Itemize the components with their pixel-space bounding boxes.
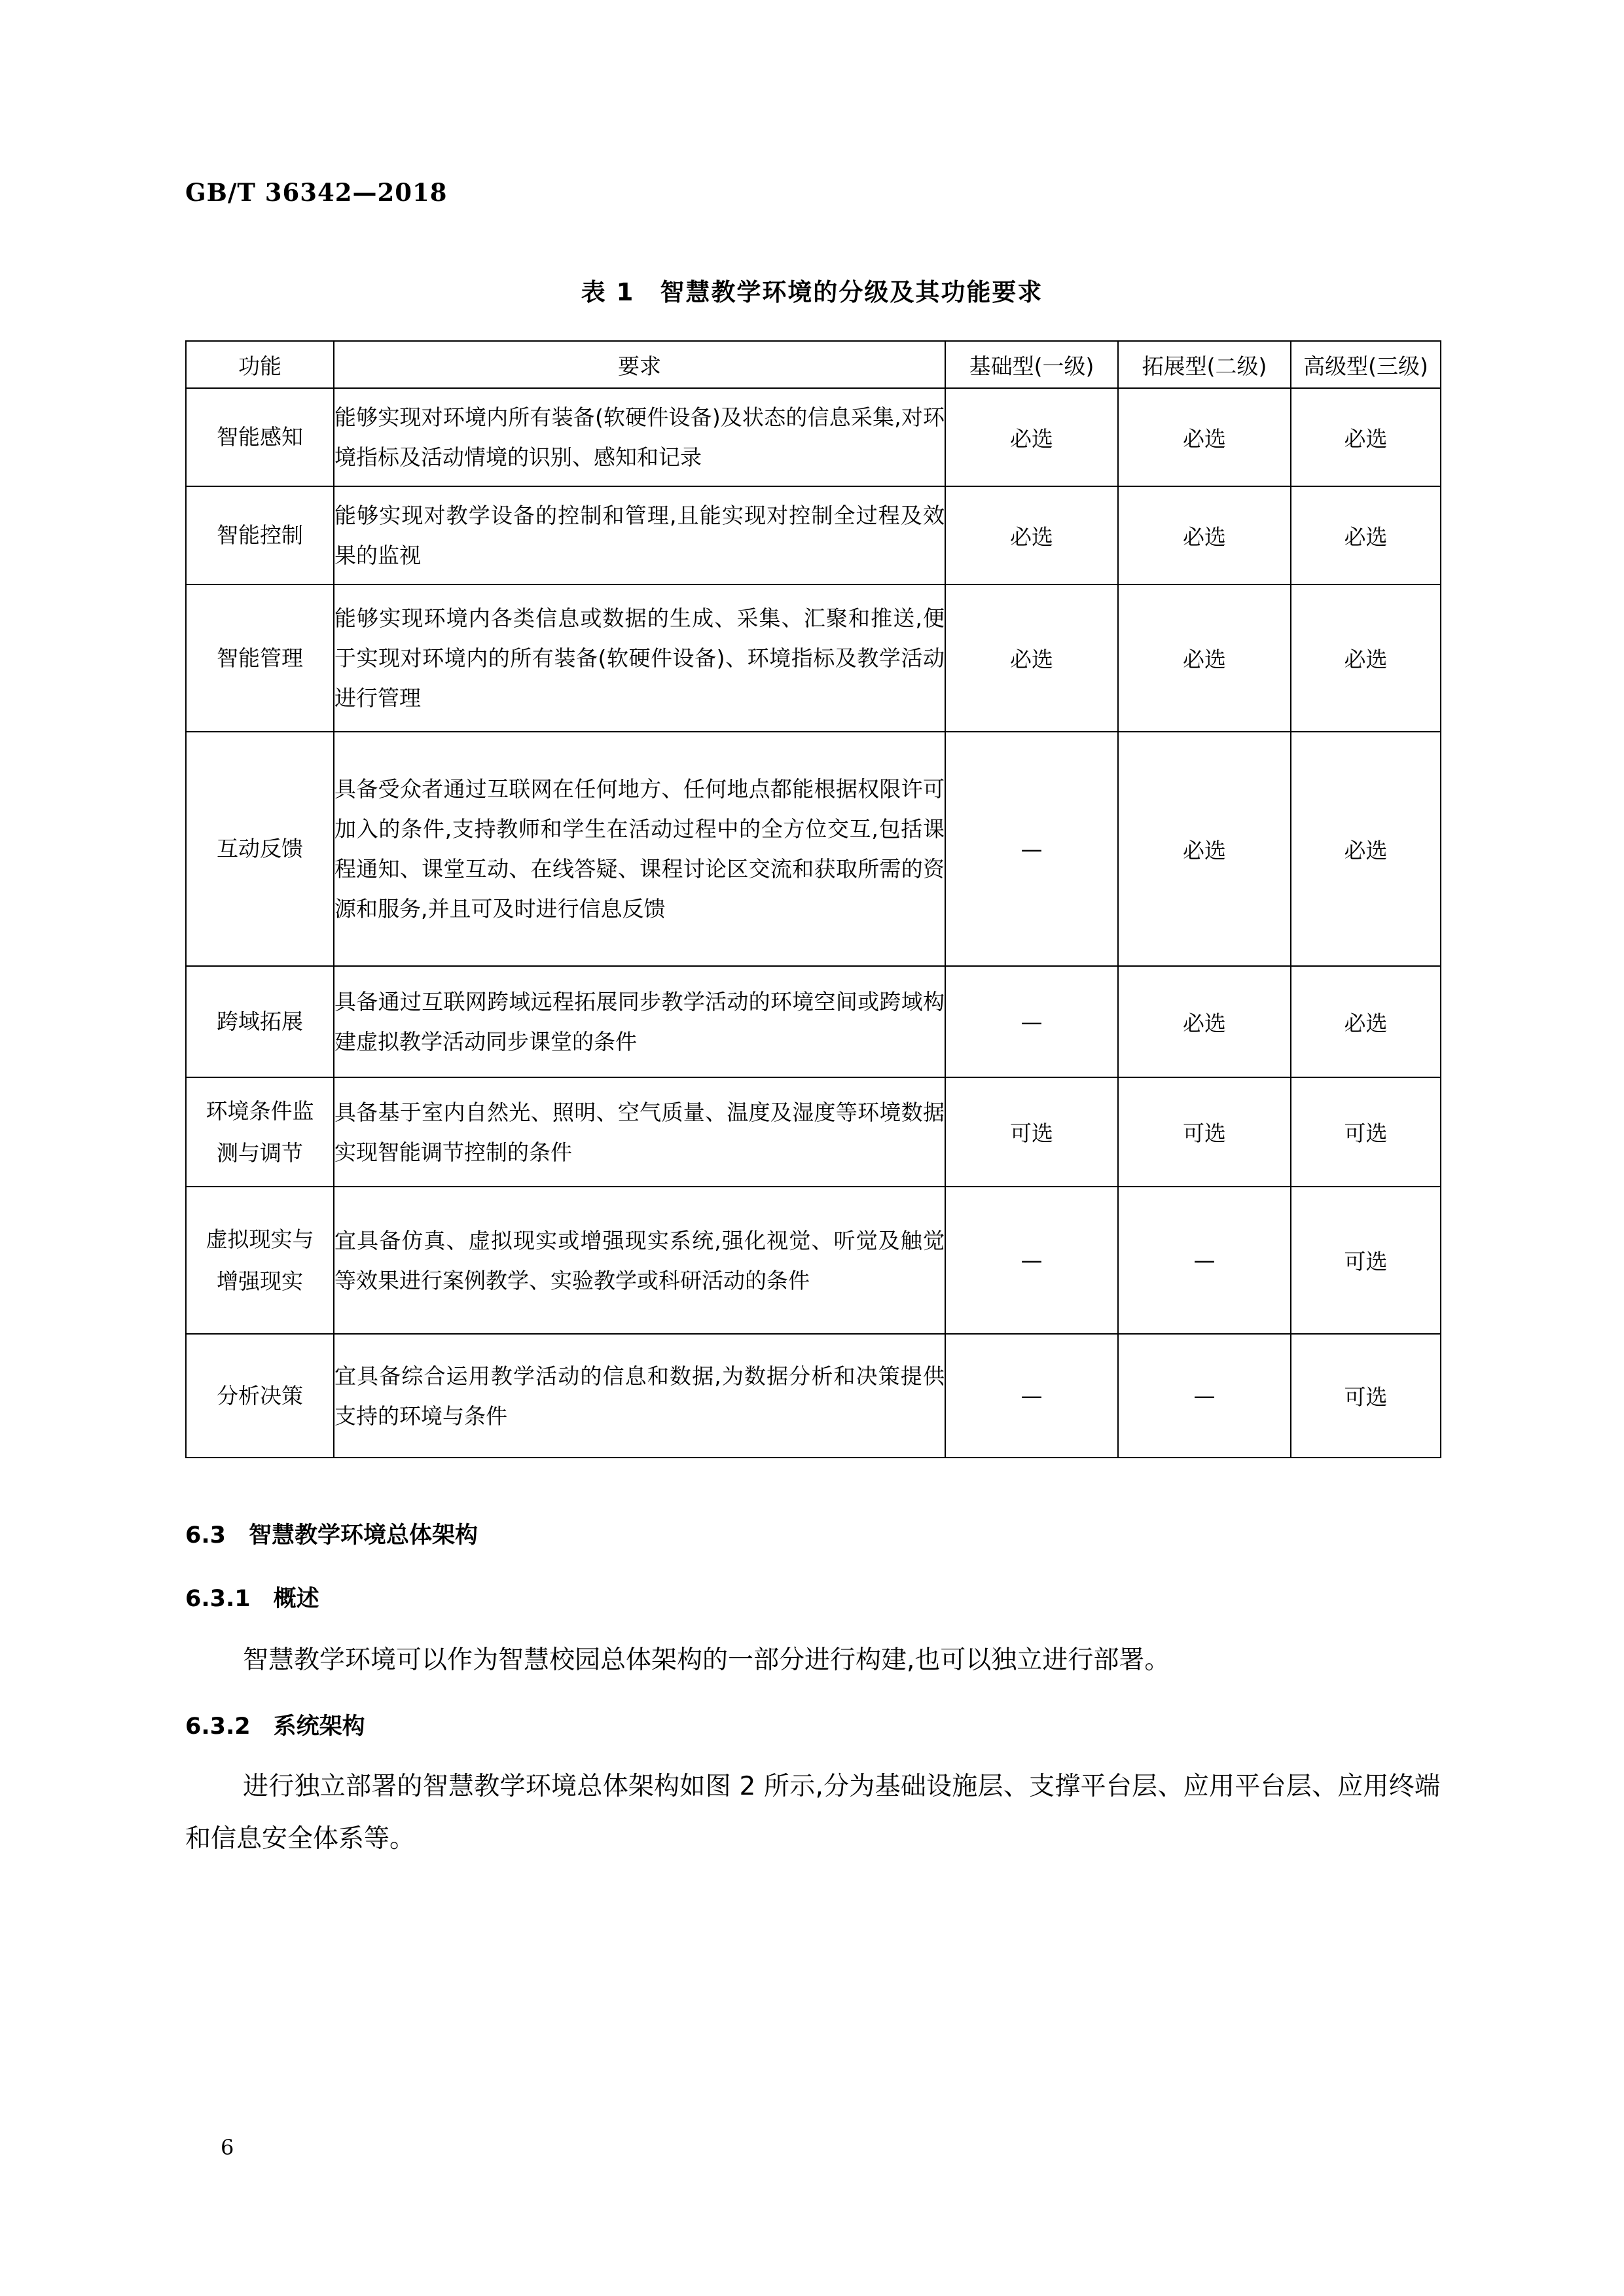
level1-cell: 必选	[945, 388, 1118, 486]
level3-cell: 可选	[1291, 1334, 1441, 1458]
function-cell: 智能管理	[186, 584, 334, 732]
table-row	[186, 584, 1441, 732]
section-heading-6-3-1: 6.3.1 概述	[185, 1586, 319, 1612]
level2-cell: 必选	[1118, 732, 1291, 966]
table-row	[186, 1334, 1441, 1458]
function-cell: 互动反馈	[186, 732, 334, 966]
paragraph-architecture: 进行独立部署的智慧教学环境总体架构如图 2 所示,分为基础设施层、支撑平台层、应用平台层、应用终端和信息安全体系等。	[185, 1772, 1440, 1854]
section-heading-6-3-2: 6.3.2 系统架构	[185, 1713, 365, 1740]
level1-cell: 必选	[945, 584, 1118, 732]
requirement-cell: 宜具备仿真、虚拟现实或增强现实系统,强化视觉、听觉及触觉等效果进行案例教学、实验教学或科研活动的条件	[334, 1187, 945, 1334]
requirements-table	[185, 340, 1441, 1458]
col-header-basic-level: 基础型(一级)	[945, 341, 1118, 388]
level1-cell: —	[945, 1187, 1118, 1334]
level2-cell: —	[1118, 1334, 1291, 1458]
level2-cell: —	[1118, 1187, 1291, 1334]
level1-cell: 必选	[945, 486, 1118, 584]
col-header-function: 功能	[186, 341, 334, 388]
function-cell: 智能控制	[186, 486, 334, 584]
requirement-cell: 能够实现对环境内所有装备(软硬件设备)及状态的信息采集,对环境指标及活动情境的识别、感知和记录	[334, 388, 945, 486]
col-header-requirement: 要求	[334, 341, 945, 388]
requirement-cell: 具备通过互联网跨域远程拓展同步教学活动的环境空间或跨域构建虚拟教学活动同步课堂的条件	[334, 966, 945, 1077]
table-row	[186, 1077, 1441, 1187]
level1-cell: 可选	[945, 1077, 1118, 1187]
function-cell: 跨域拓展	[186, 966, 334, 1077]
level3-cell: 可选	[1291, 1187, 1441, 1334]
table-row	[186, 1187, 1441, 1334]
level3-cell: 必选	[1291, 732, 1441, 966]
document-id-header: GB/T 36342—2018	[185, 178, 448, 207]
requirement-cell: 宜具备综合运用教学活动的信息和数据,为数据分析和决策提供支持的环境与条件	[334, 1334, 945, 1458]
requirement-cell: 能够实现对教学设备的控制和管理,且能实现对控制全过程及效果的监视	[334, 486, 945, 584]
level2-cell: 必选	[1118, 966, 1291, 1077]
level3-cell: 必选	[1291, 584, 1441, 732]
function-cell: 分析决策	[186, 1334, 334, 1458]
page-number: 6	[221, 2135, 234, 2160]
table-caption: 表 1 智慧教学环境的分级及其功能要求	[581, 278, 1043, 306]
requirement-cell: 能够实现环境内各类信息或数据的生成、采集、汇聚和推送,便于实现对环境内的所有装备(软硬件设备)、环境指标及教学活动进行管理	[334, 584, 945, 732]
table-row	[186, 486, 1441, 584]
requirement-cell: 具备受众者通过互联网在任何地方、任何地点都能根据权限许可加入的条件,支持教师和学生在活动过程中的全方位交互,包括课程通知、课堂互动、在线答疑、课程讨论区交流和获取所需的资源和服务,并且可及时进行信息反馈	[334, 732, 945, 966]
level3-cell: 必选	[1291, 388, 1441, 486]
function-cell: 智能感知	[186, 388, 334, 486]
level3-cell: 必选	[1291, 486, 1441, 584]
level3-cell: 必选	[1291, 966, 1441, 1077]
level1-cell: —	[945, 1334, 1118, 1458]
level1-cell: —	[945, 732, 1118, 966]
requirement-cell: 具备基于室内自然光、照明、空气质量、温度及湿度等环境数据实现智能调节控制的条件	[334, 1077, 945, 1187]
table-row	[186, 966, 1441, 1077]
level1-cell: —	[945, 966, 1118, 1077]
level3-cell: 可选	[1291, 1077, 1441, 1187]
col-header-extended-level: 拓展型(二级)	[1118, 341, 1291, 388]
col-header-advanced-level: 高级型(三级)	[1291, 341, 1441, 388]
level2-cell: 必选	[1118, 584, 1291, 732]
paragraph-overview: 智慧教学环境可以作为智慧校园总体架构的一部分进行构建,也可以独立进行部署。	[243, 1645, 1170, 1675]
section-heading-6-3: 6.3 智慧教学环境总体架构	[185, 1522, 478, 1549]
table-row	[186, 388, 1441, 486]
function-cell: 虚拟现实与增强现实	[186, 1187, 334, 1334]
level2-cell: 必选	[1118, 388, 1291, 486]
level2-cell: 必选	[1118, 486, 1291, 584]
function-cell: 环境条件监测与调节	[186, 1077, 334, 1187]
table-header-row	[186, 341, 1441, 388]
level2-cell: 可选	[1118, 1077, 1291, 1187]
table-row	[186, 732, 1441, 966]
